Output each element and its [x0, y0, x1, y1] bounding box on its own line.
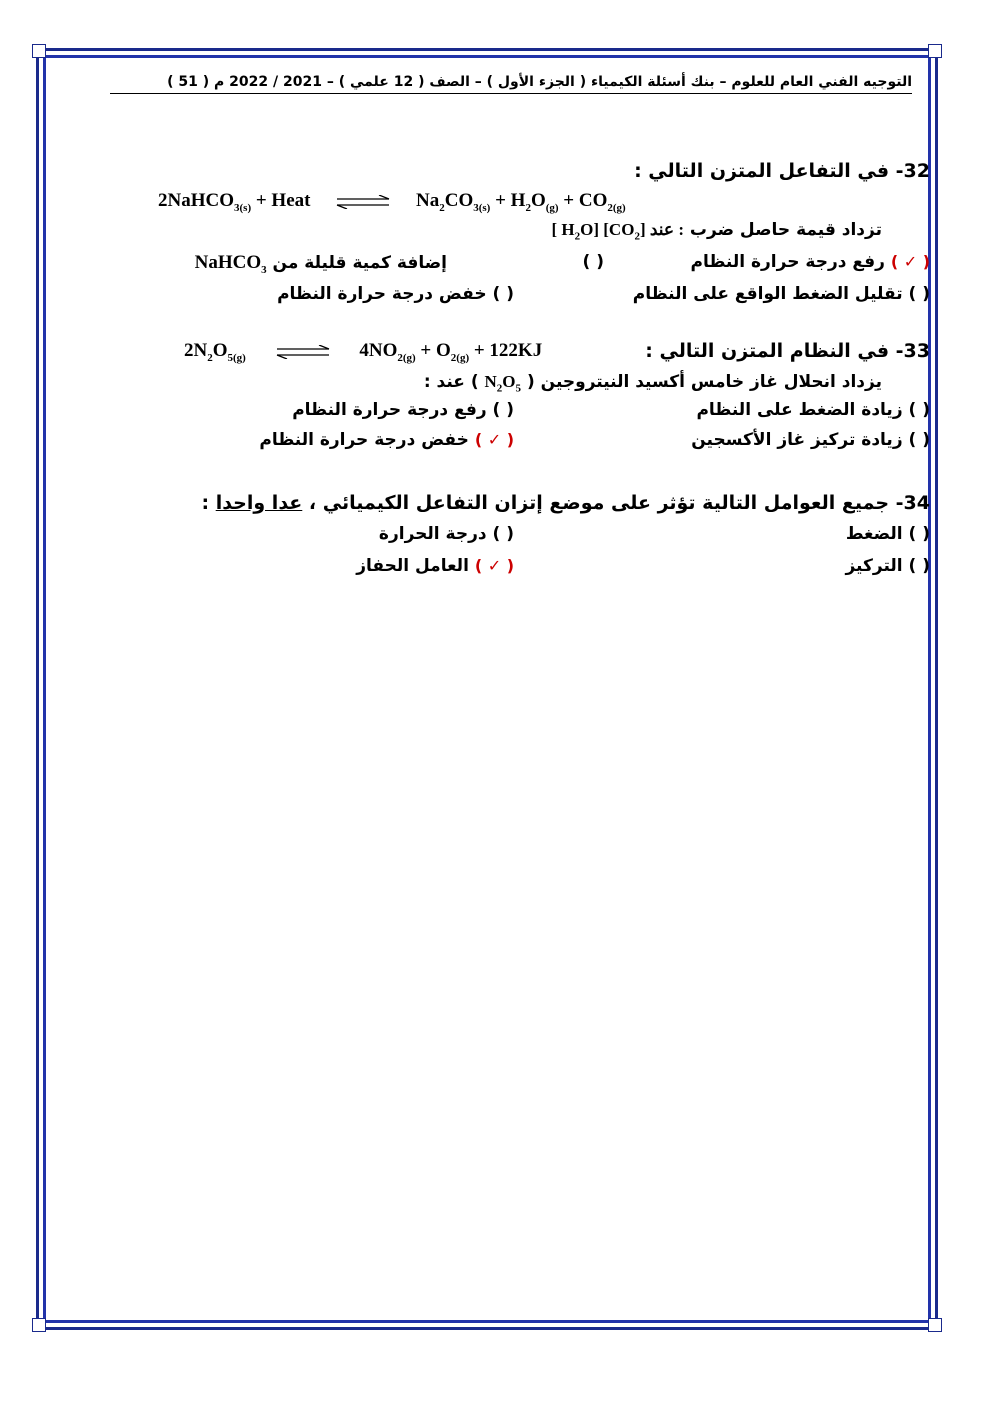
page-border-inner — [43, 55, 931, 1323]
question-33-title: 33- في النظام المتزن التالي : — [645, 340, 930, 362]
question-32-equation: 2NaHCO$_{3(s)}$ + Heat $Na_2CO_{3(s)} + H_2O_{(g)} + CO_{2(g)}$ — [158, 190, 626, 214]
answer-option[interactable]: ( ) التركيز — [845, 556, 930, 576]
answer-option[interactable]: ( ) خفض درجة حرارة النظام — [277, 284, 514, 304]
answer-option[interactable]: ( ) رفع درجة حرارة النظام — [292, 400, 514, 420]
checkmark-icon: ( ✓ ) — [890, 252, 930, 271]
border-corner — [32, 1318, 46, 1332]
question-34-title: 34- جميع العوامل التالية تؤثر على موضع إتزان التفاعل الكيميائي ، عدا واحدا : — [201, 492, 930, 514]
checkmark-icon: ( ✓ ) — [474, 430, 514, 449]
answer-option[interactable]: ( ✓ ) خفض درجة حرارة النظام — [259, 430, 514, 450]
question-32-title: 32- في التفاعل المتزن التالي : — [634, 160, 930, 182]
answer-option[interactable]: ( ) تقليل الضغط الواقع على النظام — [632, 284, 930, 304]
equilibrium-arrow-icon — [273, 345, 333, 359]
answer-option[interactable]: ( ) زيادة تركيز غاز الأكسجين — [691, 430, 930, 450]
question-32-stem: تزداد قيمة حاصل ضرب [ $H_2O$] $[CO_2]$ عند : — [551, 220, 882, 243]
checkmark-icon: ( ✓ ) — [474, 556, 514, 575]
answer-option[interactable]: إضافة كمية قليلة من NaHCO$_3$ — [194, 252, 447, 276]
answer-option[interactable]: ( ✓ ) العامل الحفاز — [356, 556, 514, 576]
answer-option[interactable]: ( ✓ ) رفع درجة حرارة النظام — [690, 252, 930, 272]
border-corner — [928, 1318, 942, 1332]
equilibrium-arrow-icon — [333, 195, 393, 209]
answer-option[interactable]: ( ) درجة الحرارة — [378, 524, 514, 544]
question-33-stem: يزداد انحلال غاز خامس أكسيد النيتروجين ( $N_2O_5$ ) عند : — [423, 372, 882, 395]
question-33-equation: $2N_2O_{5(g)}$ $4NO_{2(g)} + O_{2(g)} + 122KJ$ — [184, 340, 543, 364]
border-corner — [928, 44, 942, 58]
answer-option[interactable]: ( ) — [582, 252, 604, 272]
border-corner — [32, 44, 46, 58]
answer-option[interactable]: ( ) الضغط — [845, 524, 930, 544]
answer-option[interactable]: ( ) زيادة الضغط على النظام — [696, 400, 930, 420]
page-header: التوجيه الفني العام للعلوم – بنك أسئلة الكيمياء ( الجزء الأول ) – الصف ( 12 علمي ) – 2021 / 2022 م ( 51 ) — [110, 74, 912, 94]
